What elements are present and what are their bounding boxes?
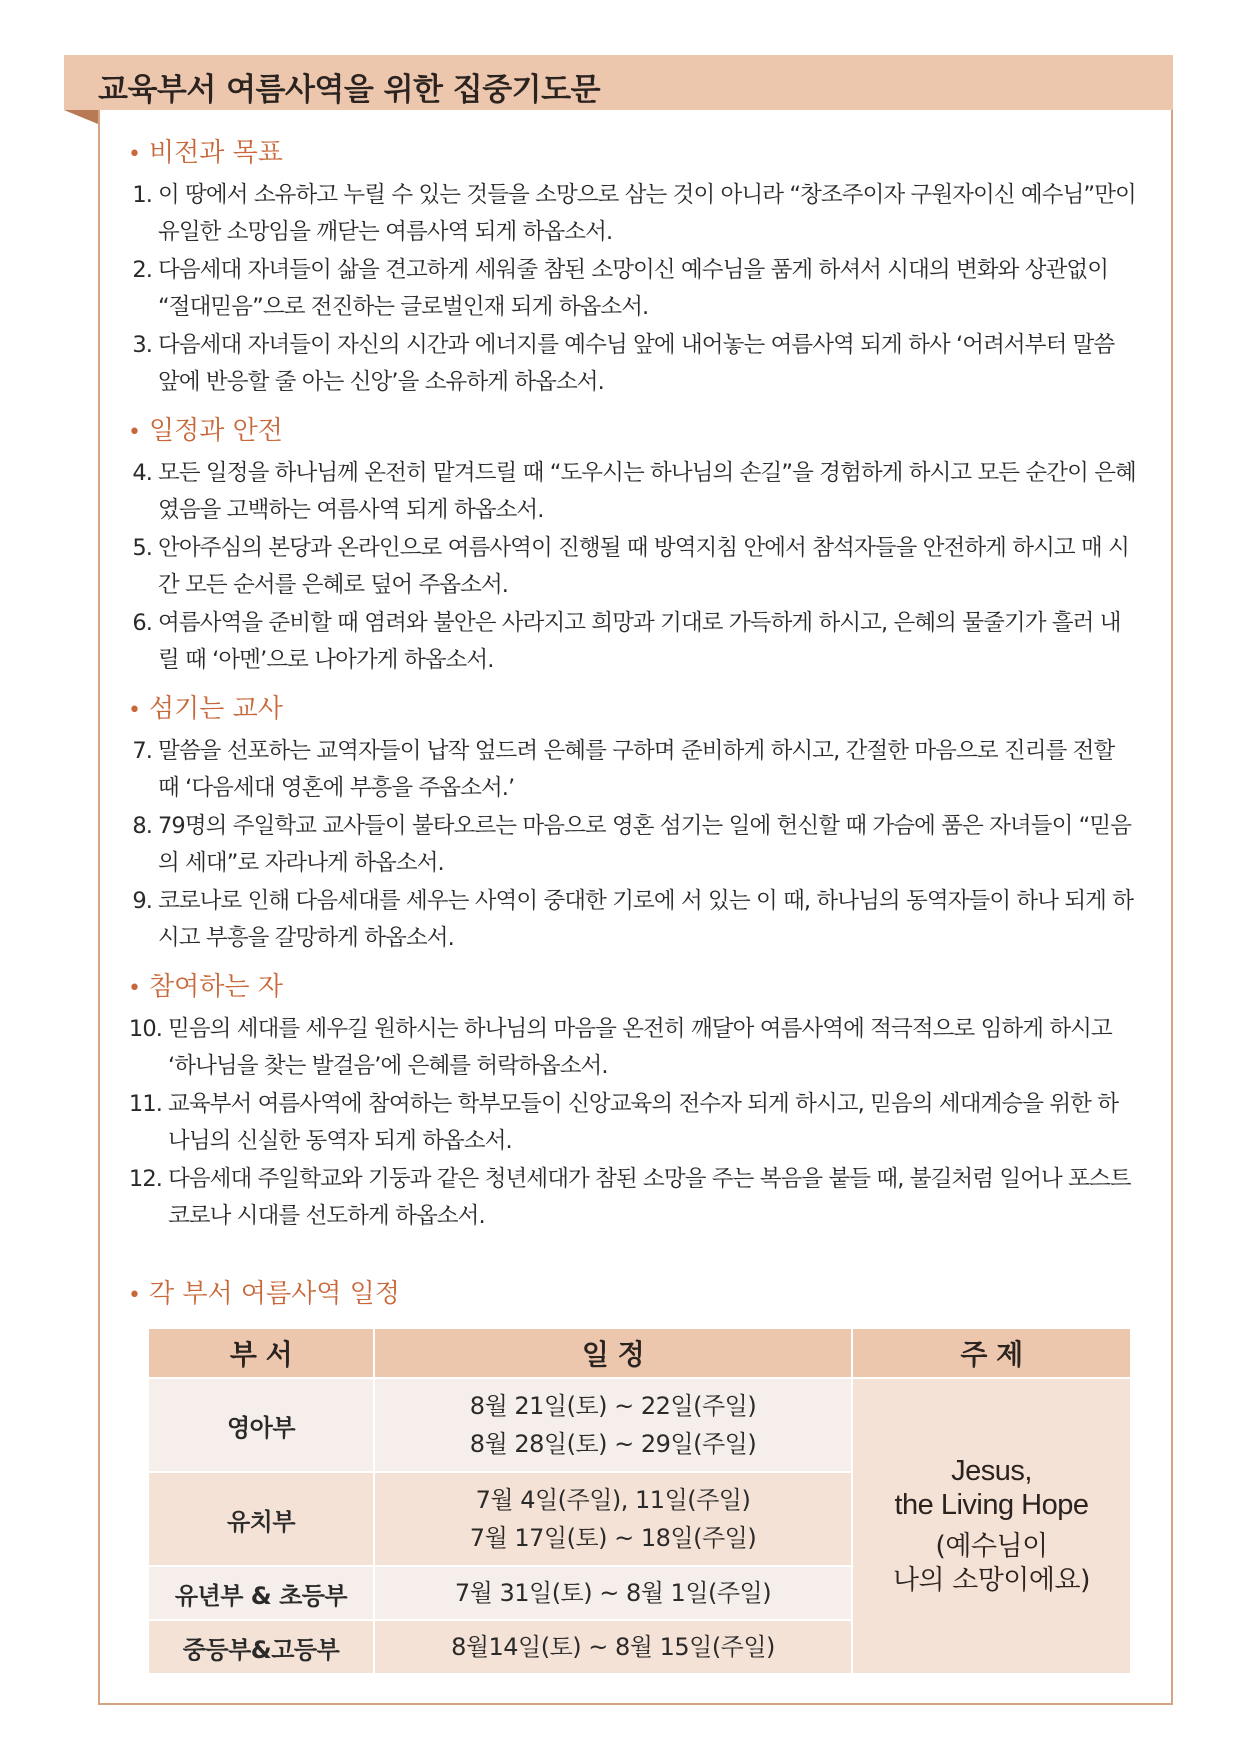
prayer-item: [128, 605, 1138, 679]
section-heading-text: 섬기는 교사: [148, 694, 283, 724]
col-header-theme: 주 제: [852, 1328, 1131, 1378]
dept-cell: 중등부&고등부: [148, 1620, 374, 1674]
bullet-icon: •: [128, 420, 141, 445]
prayer-number: 12.: [128, 1166, 162, 1192]
prayer-text: 다음세대 자녀들이 삶을 견고하게 세워줄 참된 소망이신 예수님을 품게 하셔서 시대의 변화와 상관없이 “절대믿음”으로 전진하는 글로벌인재 되게 하옵소서.: [158, 257, 1109, 320]
prayer-text: 이 땅에서 소유하고 누릴 수 있는 것들을 소망으로 삼는 것이 아니라 “창조주이자 구원자이신 예수님”만이 유일한 소망임을 깨닫는 여름사역 되게 하옵소서.: [158, 182, 1136, 245]
theme-line: the Living Hope: [894, 1489, 1089, 1521]
prayer-text: 다음세대 주일학교와 기둥과 같은 청년세대가 참된 소망을 주는 복음을 붙들 때, 불길처럼 일어나 포스트코로나 시대를 선도하게 하옵소서.: [168, 1166, 1131, 1229]
prayer-text: 코로나로 인해 다음세대를 세우는 사역이 중대한 기로에 서 있는 이 때, 하나님의 동역자들이 하나 되게 하시고 부흥을 갈망하게 하옵소서.: [158, 888, 1134, 951]
theme-line: 나의 소망이에요): [892, 1565, 1091, 1596]
prayer-number: 5.: [132, 535, 152, 561]
prayer-section: [128, 135, 1138, 401]
prayer-item: [128, 883, 1138, 957]
prayer-section: [128, 691, 1138, 957]
prayer-text: 안아주심의 본당과 온라인으로 여름사역이 진행될 때 방역지침 안에서 참석자들을 안전하게 하시고 매 시간 모든 순서를 은혜로 덮어 주옵소서.: [158, 535, 1129, 598]
prayer-text: 교육부서 여름사역에 참여하는 학부모들이 신앙교육의 전수자 되게 하시고, 믿음의 세대계승을 위한 하나님의 신실한 동역자 되게 하옵소서.: [168, 1091, 1119, 1154]
date-line: 7월 31일(토) ~ 8월 1일(주일): [454, 1579, 772, 1607]
section-heading: [128, 413, 1138, 449]
prayer-number: 3.: [132, 332, 152, 358]
bullet-icon: •: [128, 1283, 141, 1308]
prayer-number: 7.: [132, 738, 152, 764]
prayer-number: 1.: [132, 182, 152, 208]
schedule-heading: [128, 1276, 400, 1312]
bullet-icon: •: [128, 976, 141, 1001]
prayer-item: [128, 1011, 1138, 1085]
table-row: [148, 1378, 1131, 1472]
prayer-text: 여름사역을 준비할 때 염려와 불안은 사라지고 희망과 기대로 가득하게 하시고, 은혜의 물줄기가 흘러 내릴 때 ‘아멘’으로 나아가게 하옵소서.: [158, 610, 1121, 673]
date-cell: [374, 1566, 852, 1620]
prayer-item: [128, 1161, 1138, 1235]
prayer-number: 4.: [132, 460, 152, 486]
date-cell: [374, 1620, 852, 1674]
prayer-number: 11.: [128, 1091, 162, 1117]
prayer-text: 79명의 주일학교 교사들이 불타오르는 마음으로 영혼 섬기는 일에 헌신할 때 가슴에 품은 자녀들이 “믿음의 세대”로 자라나게 하옵소서.: [158, 813, 1132, 876]
prayer-content: [128, 135, 1138, 1247]
dept-cell: 유년부 & 초등부: [148, 1566, 374, 1620]
date-line: 8월 28일(토) ~ 29일(주일): [469, 1430, 757, 1458]
page-title: 교육부서 여름사역을 위한 집중기도문: [98, 72, 601, 108]
table-header-row: [148, 1328, 1131, 1378]
prayer-item: [128, 327, 1138, 401]
section-heading-text: 비전과 목표: [148, 138, 283, 168]
col-header-date: 일 정: [374, 1328, 852, 1378]
schedule-table: [147, 1327, 1132, 1675]
prayer-number: 8.: [132, 813, 152, 839]
date-line: 8월 21일(토) ~ 22일(주일): [469, 1392, 757, 1420]
prayer-text: 말씀을 선포하는 교역자들이 납작 엎드려 은혜를 구하며 준비하게 하시고, 간절한 마음으로 진리를 전할 때 ‘다음세대 영혼에 부흥을 주옵소서.’: [158, 738, 1115, 801]
prayer-item: [128, 455, 1138, 529]
prayer-text: 다음세대 자녀들이 자신의 시간과 에너지를 예수님 앞에 내어놓는 여름사역 되게 하사 ‘어려서부터 말씀 앞에 반응할 줄 아는 신앙’을 소유하게 하옵소서.: [158, 332, 1115, 395]
bullet-icon: •: [128, 698, 141, 723]
prayer-section: [128, 969, 1138, 1235]
col-header-dept: 부 서: [148, 1328, 374, 1378]
dept-cell: 영아부: [148, 1378, 374, 1472]
prayer-section: [128, 413, 1138, 679]
date-line: 8월14일(토) ~ 8월 15일(주일): [451, 1633, 775, 1661]
date-line: 7월 17일(토) ~ 18일(주일): [469, 1524, 757, 1552]
date-cell: [374, 1472, 852, 1566]
prayer-text: 믿음의 세대를 세우길 원하시는 하나님의 마음을 온전히 깨달아 여름사역에 적극적으로 임하게 하시고 ‘하나님을 찾는 발걸음’에 은혜를 허락하옵소서.: [168, 1016, 1112, 1079]
prayer-item: [128, 808, 1138, 882]
bullet-icon: •: [128, 142, 141, 167]
prayer-number: 2.: [132, 257, 152, 283]
schedule-heading-text: 각 부서 여름사역 일정: [148, 1279, 400, 1309]
prayer-item: [128, 177, 1138, 251]
theme-line: (예수님이: [935, 1531, 1048, 1562]
section-heading-text: 일정과 안전: [148, 416, 283, 446]
prayer-item: [128, 530, 1138, 604]
date-line: 7월 4일(주일), 11일(주일): [475, 1486, 751, 1514]
section-heading: [128, 135, 1138, 171]
section-heading-text: 참여하는 자: [148, 972, 283, 1002]
section-heading: [128, 691, 1138, 727]
section-heading: [128, 969, 1138, 1005]
date-cell: [374, 1378, 852, 1472]
prayer-item: [128, 1086, 1138, 1160]
theme-cell: [852, 1378, 1131, 1674]
prayer-number: 6.: [132, 610, 152, 636]
prayer-item: [128, 252, 1138, 326]
theme-line: Jesus,: [951, 1455, 1032, 1487]
prayer-number: 9.: [132, 888, 152, 914]
dept-cell: 유치부: [148, 1472, 374, 1566]
prayer-number: 10.: [128, 1016, 162, 1042]
prayer-item: [128, 733, 1138, 807]
prayer-text: 모든 일정을 하나님께 온전히 맡겨드릴 때 “도우시는 하나님의 손길”을 경험하게 하시고 모든 순간이 은혜였음을 고백하는 여름사역 되게 하옵소서.: [158, 460, 1136, 523]
title-fold-decoration: [64, 110, 98, 124]
